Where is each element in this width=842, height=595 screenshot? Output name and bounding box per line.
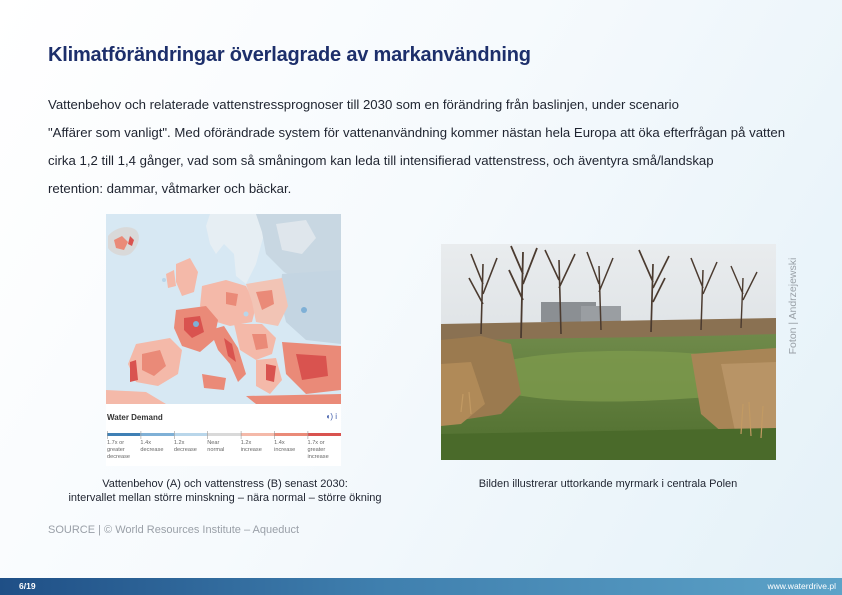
- legend-tools-icon[interactable]: ◖) i: [325, 412, 337, 421]
- slide-title: Klimatförändringar överlagrade av markanvändning: [48, 44, 531, 66]
- photo-credit-text: Foton | Andrzejewski: [787, 257, 799, 355]
- map-caption-line: intervallet mellan större minskning – nära normal – större ökning: [68, 492, 382, 504]
- map-legend: [106, 404, 341, 466]
- legend-title: Water Demand: [107, 413, 163, 422]
- legend-label: 1.4x decrease: [140, 440, 164, 453]
- paragraph-line: "Affärer som vanligt". Med oförändrade system för vattenanvändning kommer nästan hela Europa att öka efterfrågan på vatten: [48, 125, 786, 140]
- legend-labels: [107, 440, 341, 461]
- legend-label: 1.7x or greater increase: [307, 440, 329, 460]
- wetland-photo: [441, 244, 776, 460]
- legend-label: 1.7x or greater decrease: [107, 440, 131, 460]
- legend-label: 1.2x increase: [240, 440, 262, 453]
- photo-credit: [787, 250, 799, 362]
- page-number: 6/19: [19, 581, 36, 591]
- paragraph-line: cirka 1,2 till 1,4 gånger, vad som så småningom kan leda till intensifierad vattenstress, och äventyra små/landskap: [48, 153, 714, 168]
- legend-label: Near normal: [207, 440, 225, 453]
- legend-label: 1.4x increase: [274, 440, 296, 453]
- paragraph-line: retention: dammar, våtmarker och bäckar.: [48, 181, 292, 196]
- water-demand-map: [106, 214, 341, 466]
- source-note: SOURCE | © World Resources Institute – Aqueduct: [48, 524, 300, 536]
- paragraph-line: Vattenbehov och relaterade vattenstressprognoser till 2030 som en förändring från baslinjen, under scenario: [48, 97, 679, 112]
- website-link[interactable]: www.waterdrive.pl: [767, 581, 836, 591]
- photo-caption: Bilden illustrerar uttorkande myrmark i centrala Polen: [478, 478, 738, 490]
- map-caption-line: Vattenbehov (A) och vattenstress (B) senast 2030:: [102, 478, 348, 490]
- footer-bar: [0, 578, 842, 595]
- map-caption: [40, 477, 410, 505]
- legend-ticks: [107, 431, 341, 439]
- wetland-photo-image: [441, 244, 776, 460]
- legend-label: 1.2x decrease: [173, 440, 197, 453]
- europe-map-image: [106, 214, 341, 404]
- body-paragraph: [48, 91, 838, 203]
